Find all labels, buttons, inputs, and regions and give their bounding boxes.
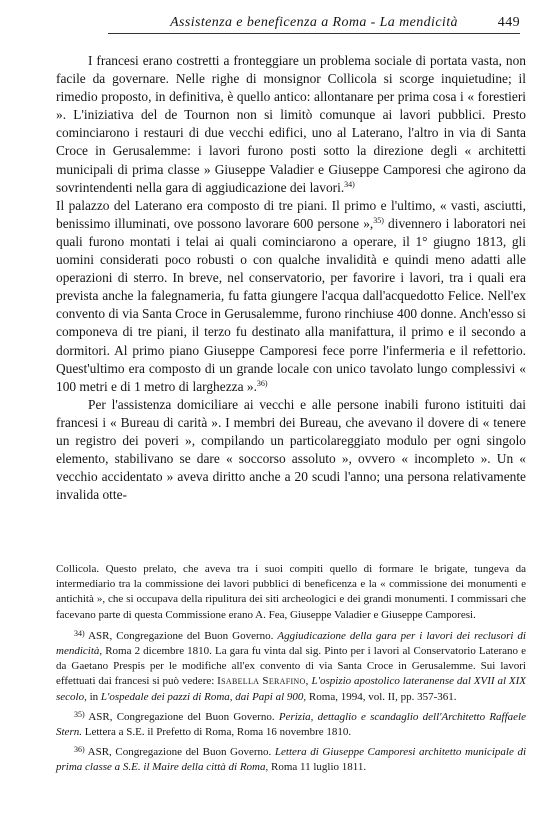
- paragraph-1-text: I francesi erano costretti a fronteggiare un problema sociale di portata vasta, non facile da governare. Nelle righe di monsignor Collicola si scorge inquietudine; il rimedio proposto, in definitiva, è quello antico: allontanare per prima cosa i « forestieri ». L'iniziativa del de Tournon non si limitò comunque ai lavori pubblici. Presto cominciarono i restauri di due vecchi edifici, uno al Laterano, l'altro in via di Santa Croce in Gerusalemme: i lavori furono posti sotto la direzione degli « architetti municipali di prima classe » Giuseppe Valadier e Giuseppe Camporesi che agirono da sovrintendenti nella gara di aggiudicazione dei lavori.: [56, 53, 526, 195]
- footnote-ref-35: 35): [373, 215, 384, 225]
- footnote-35-text-1: ASR, Congregazione del Buon Governo.: [84, 710, 279, 723]
- footnote-36: [56, 745, 526, 775]
- paragraph-3: [56, 396, 526, 505]
- footnote-ref-34: 34): [344, 179, 355, 189]
- footnote-36-number: 36): [74, 745, 85, 755]
- footnote-35-title: Perizia, dettaglio e scandaglio dell'Architetto Raffaele Stern.: [56, 710, 526, 739]
- footnote-carryover: Collicola. Questo prelato, che aveva tra i suoi compiti quello di formare le brigate, tungeva da intermediario tra la commissione dei lavori pubblici di beneficenza e la « commissione dei monumenti e antichità », che si occupava della ripulitura dei siti archeologici e dei grandi monumenti. I commissari che facevano parte di questa Commissione erano A. Fea, Giuseppe Valadier e Giuseppe Camporesi.: [56, 563, 526, 621]
- footnote-36-text-1: ASR, Congregazione del Buon Governo.: [84, 746, 275, 759]
- running-title: Assistenza e beneficenza a Roma - La mendicità: [170, 15, 458, 30]
- footnote-36-title: Lettera di Giuseppe Camporesi architetto municipale di prima classe a S.E. il Maire della città di Roma,: [56, 746, 526, 774]
- footnotes: [56, 562, 526, 781]
- paragraph-2-text-a: Il palazzo del Laterano era composto di tre piani. Il primo e l'ultimo, « vasti, asciutti, benissimo illuminati, ove possono lavorare 600 persone »,: [56, 197, 526, 231]
- paragraph-2-text-b: divennero i laboratori nei quali furono montati i telai ai quali cominciarono a operare, il 1° giugno 1813, gli uomini considerati poco robusti o con qualche invalidità e quindi meno adatti alle operazioni di sterro. In breve, nel conservatorio, per favorire i lavori, tra i quali era prevista anche la falegnameria, fu fatta giungere l'acqua dall'acquedotto Felice. Nell'ex convento di via Santa Croce in Gerusalemme, furono rinchiuse 400 donne. Anch'esso si componeva di tre piani, il terzo fu destinato alla manifattura, il primo e il secondo a dormitori. Al primo piano Giuseppe Camporesi fece porre l'infermeria e il refettorio. Quest'ultimo era composto di un grande locale con unico tavolato lungo complessivi « 100 metri e di 1 metro di larghezza ».: [56, 215, 526, 394]
- footnote-36-text-2: Roma 11 luglio 1811.: [268, 761, 367, 774]
- footnote-34-text-1: ASR, Congregazione del Buon Governo.: [84, 629, 278, 642]
- footnote-ref-36: 36): [256, 378, 268, 388]
- running-header: [108, 13, 520, 34]
- footnote-34-title: Aggiudicazione della gara per i lavori dei reclusori di mendicità,: [56, 629, 526, 658]
- paragraph-1: [56, 52, 526, 197]
- paragraph-2: [56, 197, 526, 396]
- footnote-34-text-2: Roma 2 dicembre 1810. La gara fu vinta dal sig. Pinto per i lavori al Conservatorio Laterano e da Gaetano Prespis per le modifiche all'ex convento di via Santa Croce in Gerusalemme. Sui lavori effettuati dai francesi si può vedere:: [56, 645, 526, 688]
- footnote-34-text-4: Roma, 1994, vol. II, pp. 357-361.: [306, 690, 457, 703]
- main-text: [56, 52, 526, 504]
- page-number: 449: [497, 15, 520, 30]
- footnote-34-author: Isabella Serafino,: [217, 675, 309, 688]
- footnote-35-number: 35): [74, 709, 85, 719]
- footnote-34-text-3: in: [86, 690, 101, 703]
- footnote-34: [56, 629, 526, 705]
- footnote-35: [56, 710, 526, 740]
- footnote-34-number: 34): [74, 628, 85, 638]
- footnote-34-work-title: L'ospizio apostolico lateranense dal XVII al XIX secolo,: [56, 675, 526, 703]
- paragraph-3-text: Per l'assistenza domiciliare ai vecchi e alle persone inabili furono istituiti dai francesi i « Bureau di carità ». I membri dei Bureau, che avevano il dovere di « tenere un registro dei poveri », compilando un particolareggiato modulo per ogni singolo elemento, stabilivano se dare « soccorso assoluto », ovvero « incompleto ». Un « vecchio accidentato » aveva diritto anche a 20 scudi l'anno; una persona relativamente invalida otte-: [56, 396, 526, 503]
- footnote-34-book-title: L'ospedale dei pazzi di Roma, dai Papi al 900,: [100, 690, 307, 703]
- footnote-35-text-2: Lettera a S.E. il Prefetto di Roma, Roma 16 novembre 1810.: [81, 726, 352, 739]
